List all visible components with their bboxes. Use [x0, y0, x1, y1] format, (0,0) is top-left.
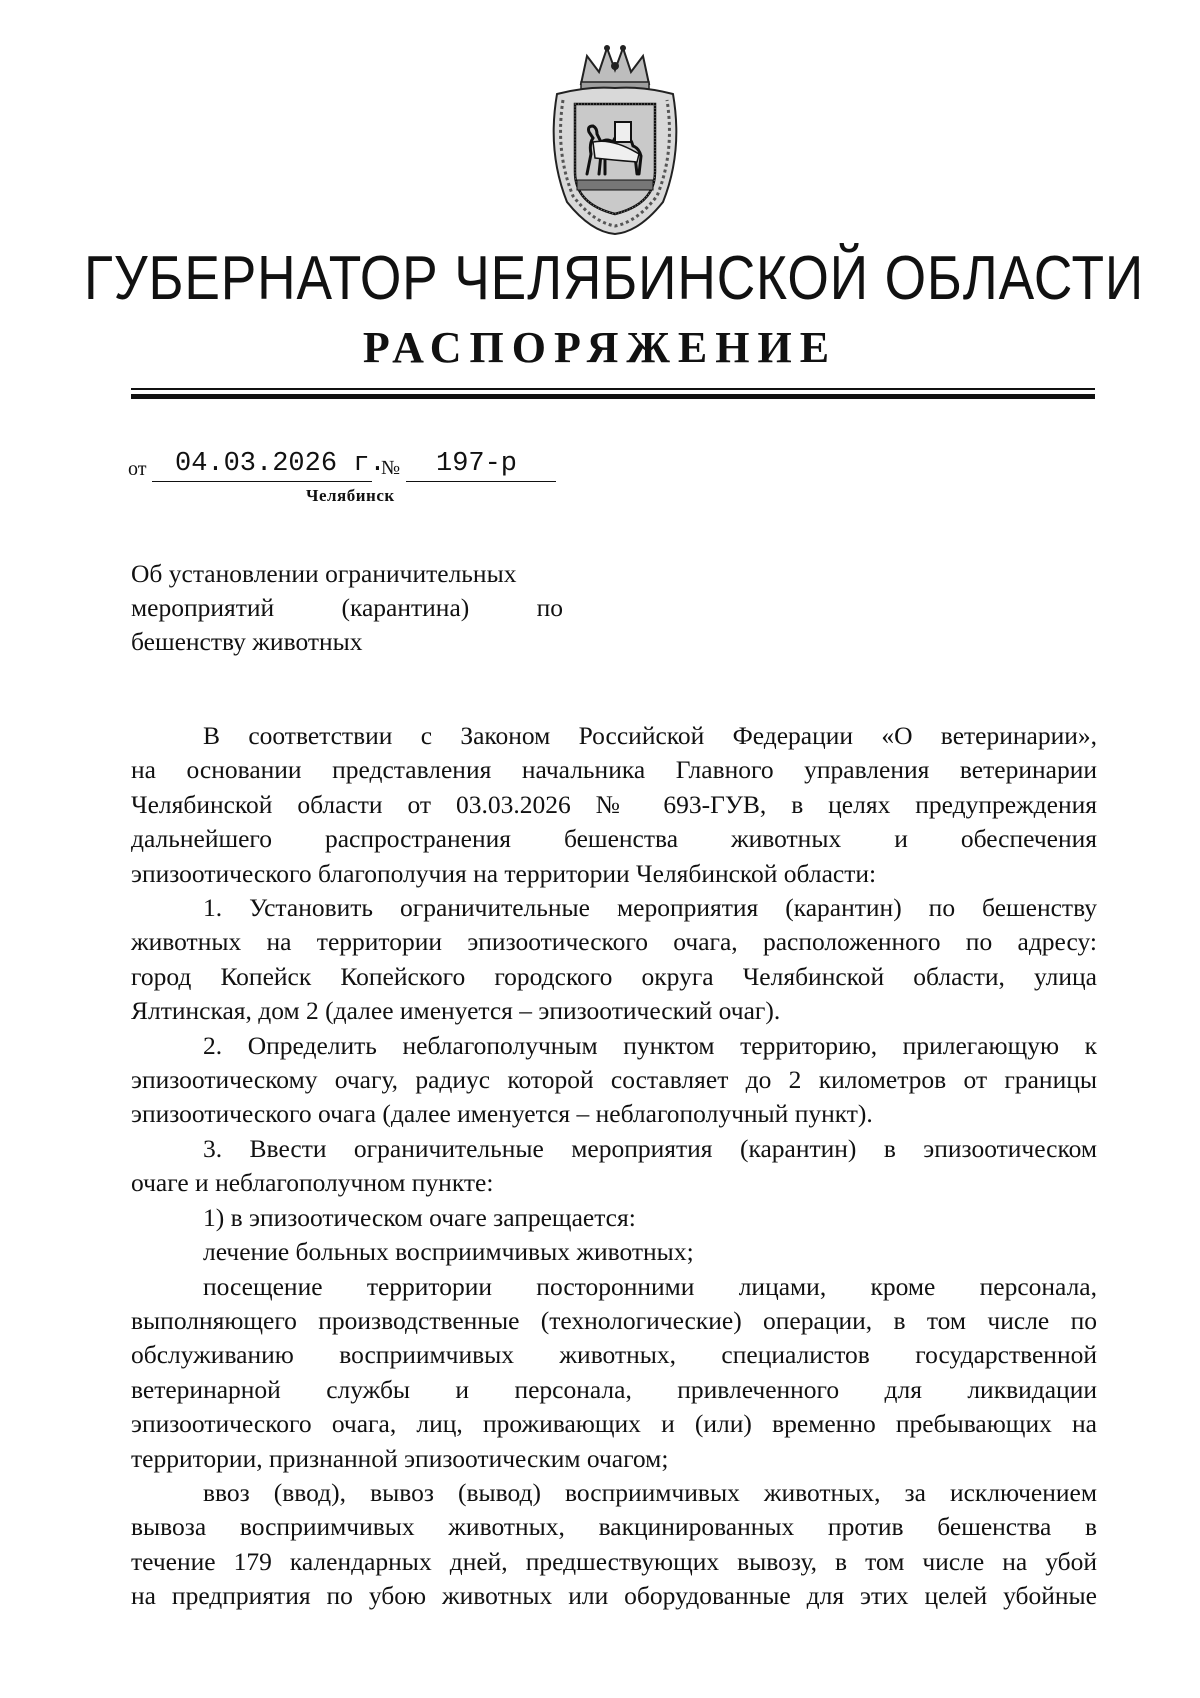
document-body: [131, 719, 1097, 1614]
header-divider-thick: [131, 394, 1095, 399]
authority-title: ГУБЕРНАТОР ЧЕЛЯБИНСКОЙ ОБЛАСТИ: [84, 244, 1145, 313]
body-line: город Копейск Копейского городского округа Челябинской области, улица: [131, 961, 1097, 991]
body-line: 2. Определить неблагополучным пунктом территорию, прилегающую к: [203, 1030, 1097, 1060]
number-label: №: [381, 457, 401, 479]
subject-line: Об установлении ограничительных: [131, 559, 517, 588]
body-line: эпизоотическому очагу, радиус которой составляет до 2 километров от границы: [131, 1065, 1097, 1095]
document-number: 197-р: [436, 449, 518, 479]
body-line: ввоз (ввод), вывоз (вывод) восприимчивых животных, за исключением: [203, 1477, 1097, 1507]
body-line: течение 179 календарных дней, предшествующих вывозу, в том числе на убой: [131, 1546, 1097, 1576]
body-line: эпизоотического очага, лиц, проживающих и (или) временно пребывающих на: [131, 1409, 1097, 1439]
subject-line: бешенству животных: [131, 627, 363, 656]
subject-line: мероприятий (карантина) по: [131, 593, 563, 622]
body-line: обслуживанию восприимчивых животных, специалистов государственной: [131, 1340, 1097, 1370]
document-date: 04.03.2026 г.: [175, 449, 386, 479]
body-line: В соответствии с Законом Российской Федерации «О ветеринарии»,: [203, 721, 1097, 750]
chelyabinsk-coat-of-arms-icon: [543, 42, 687, 238]
document-type: РАСПОРЯЖЕНИЕ: [362, 323, 838, 372]
body-line: ветеринарной службы и персонала, привлеченного для ликвидации: [131, 1374, 1097, 1404]
body-line: выполняющего производственные (технологические) операции, в том числе по: [131, 1305, 1097, 1335]
body-line: на предприятия по убою животных или оборудованные для этих целей убойные: [131, 1581, 1097, 1611]
body-line: очаге и неблагополучном пункте:: [131, 1168, 494, 1198]
body-line: дальнейшего распространения бешенства животных и обеспечения: [131, 824, 1097, 854]
body-line: 1. Установить ограничительные мероприятия (карантин) по бешенству: [203, 893, 1097, 923]
body-line: эпизоотического благополучия на территории Челябинской области:: [131, 858, 877, 888]
header-divider-thin: [131, 388, 1095, 390]
document-subject: [131, 557, 563, 659]
body-line: посещение территории посторонними лицами, кроме персонала,: [203, 1271, 1097, 1301]
body-line: 1) в эпизоотическом очаге запрещается:: [203, 1202, 636, 1232]
body-line: вывоза восприимчивых животных, вакцинированных против бешенства в: [131, 1512, 1097, 1542]
body-line: территории, признанной эпизоотическим очагом;: [131, 1443, 669, 1473]
date-underline: [152, 481, 372, 482]
body-line: на основании представления начальника Главного управления ветеринарии: [131, 755, 1097, 785]
body-line: лечение больных восприимчивых животных;: [203, 1237, 694, 1267]
body-line: 3. Ввести ограничительные мероприятия (карантин) в эпизоотическом: [203, 1133, 1097, 1163]
body-line: Ялтинская, дом 2 (далее именуется – эпизоотический очаг).: [131, 996, 781, 1026]
body-line: животных на территории эпизоотического очага, расположенного по адресу:: [131, 927, 1097, 957]
city-name: Челябинск: [306, 486, 395, 505]
date-label: от: [128, 458, 147, 480]
body-line: эпизоотического очага (далее именуется – неблагополучный пункт).: [131, 1099, 873, 1129]
number-underline: [406, 481, 556, 482]
body-line: Челябинской области от 03.03.2026 № 693-ГУВ, в целях предупреждения: [131, 789, 1097, 819]
